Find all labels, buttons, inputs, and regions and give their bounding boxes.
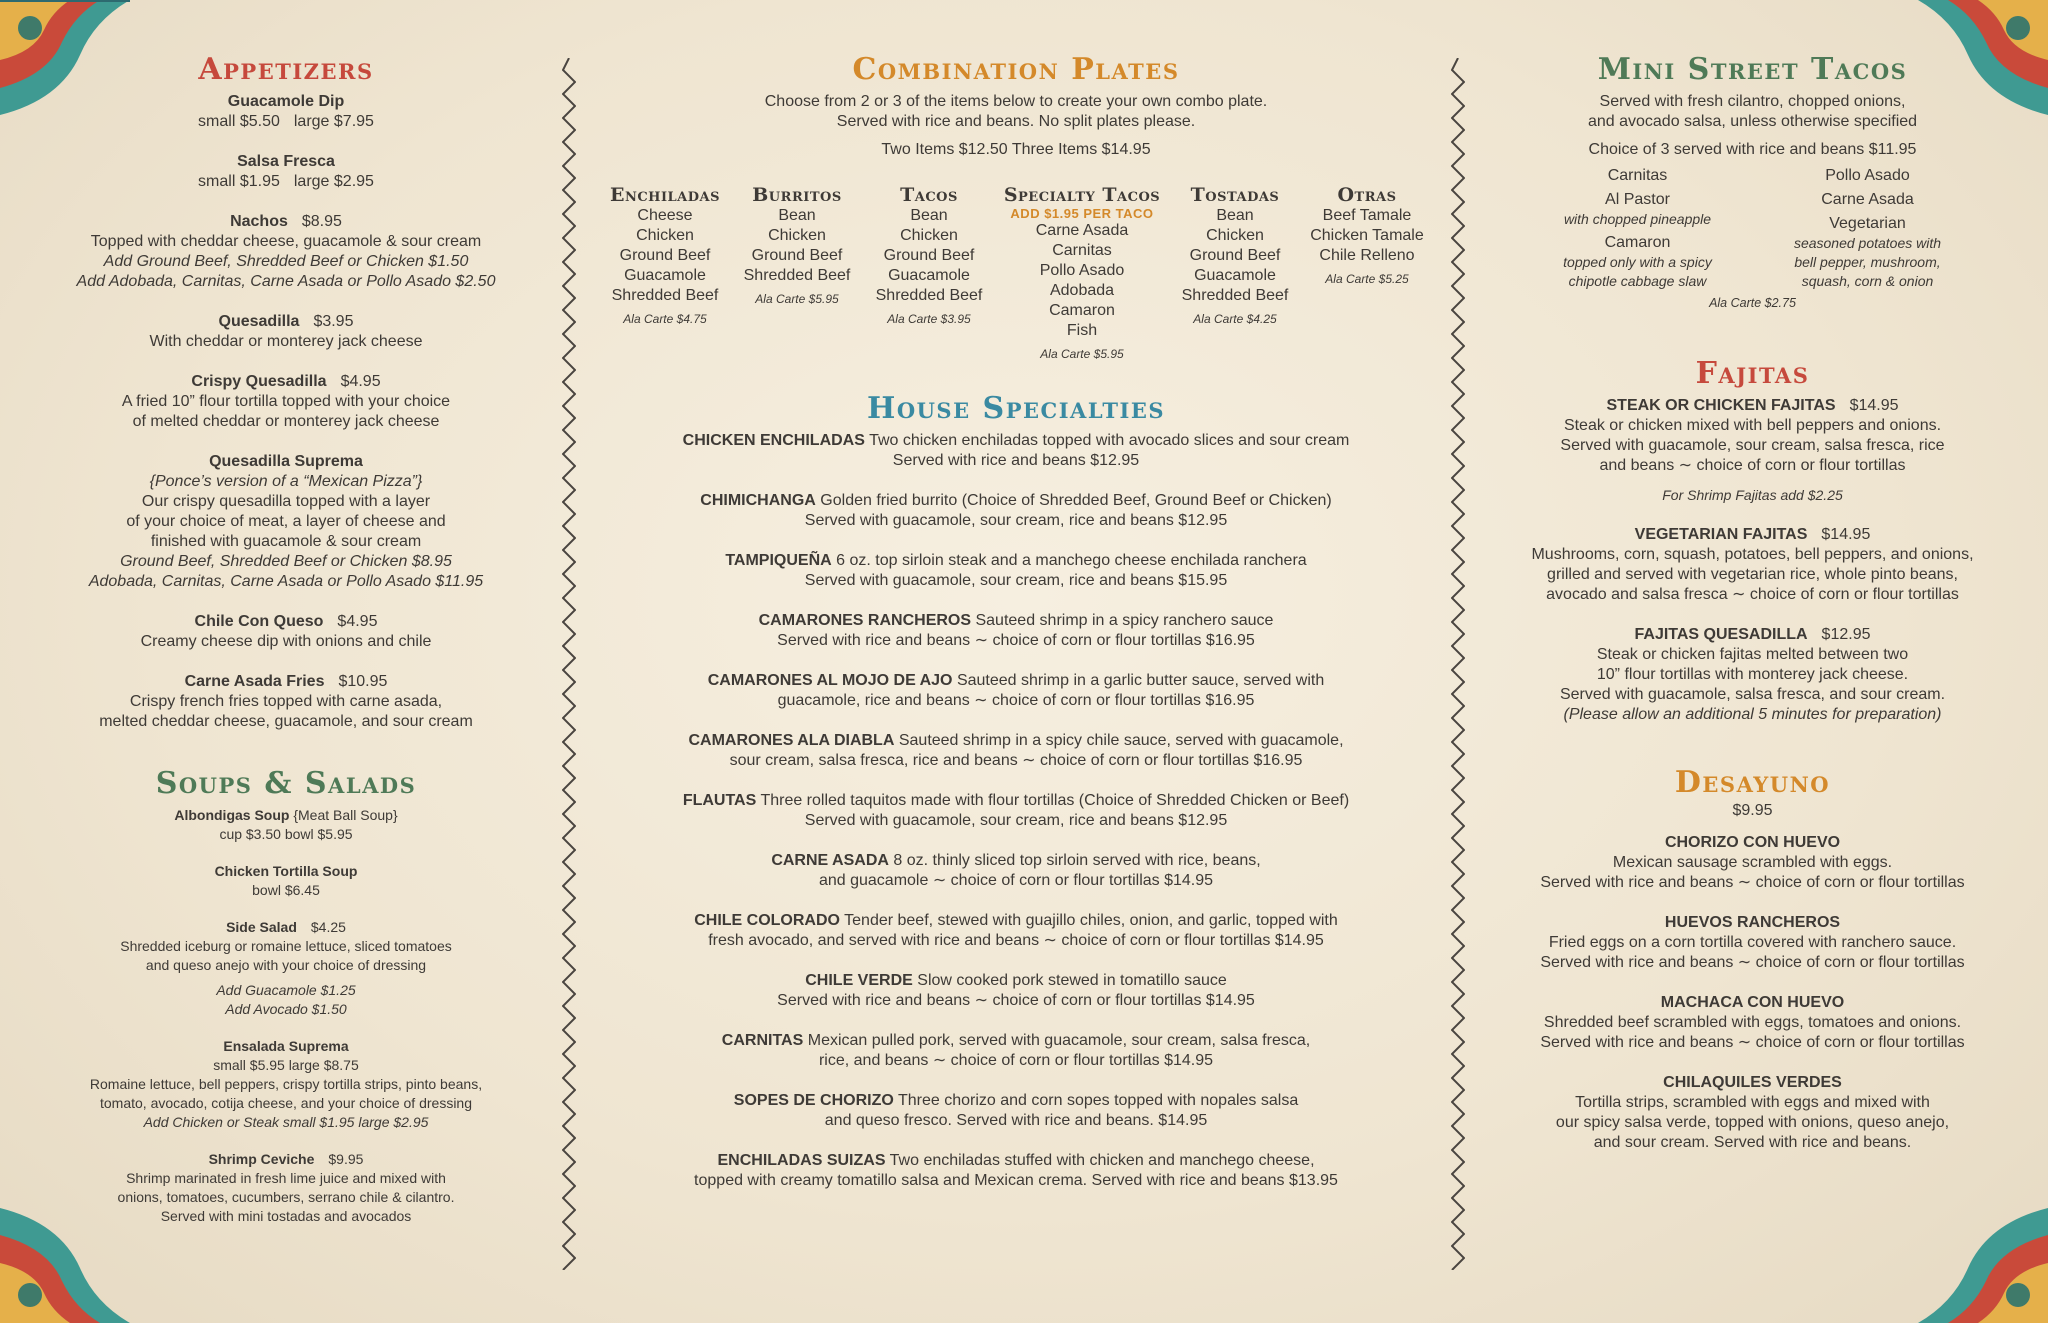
item-desc: Our crispy quesadilla topped with a layer	[141, 493, 431, 510]
combo-column-title: Tostadas	[1190, 184, 1280, 206]
house-specialties	[600, 391, 1432, 1191]
combo-alacarte-price: Ala Carte $3.95	[887, 312, 971, 326]
item-desc: Three rolled taquitos made with flour tortillas (Choice of Shredded Chicken or Beef)	[760, 792, 1350, 809]
combo-column-specialty-tacos	[998, 184, 1166, 363]
item-desc: Golden fried burrito (Choice of Shredded Beef, Ground Beef or Chicken)	[820, 492, 1332, 509]
item-desc: 10” flour tortillas with monterey jack cheese.	[1596, 666, 1909, 683]
item-name: FLAUTAS	[682, 792, 757, 809]
item-price: $4.95	[340, 373, 381, 390]
item-name: Quesadilla Suprema	[209, 453, 363, 470]
combo-option: Adobada	[1049, 282, 1115, 299]
combo-option: Chicken Tamale	[1310, 227, 1424, 244]
combo-alacarte-price: Ala Carte $4.25	[1193, 312, 1277, 326]
combo-option: Guacamole	[1194, 267, 1276, 284]
item-name: Guacamole Dip	[227, 93, 345, 110]
item-price-small: small $5.50	[198, 113, 280, 130]
item-desc: Romaine lettuce, bell peppers, crispy tortilla strips, pinto beans,	[89, 1076, 483, 1092]
combo-option: Beef Tamale	[1322, 207, 1412, 224]
item-desc: topped with creamy tomatillo salsa and Mexican crema. Served with rice and beans $13.95	[694, 1172, 1338, 1189]
item-desc: Sauteed shrimp in a spicy chile sauce, served with guacamole,	[898, 732, 1344, 749]
item-desc: Creamy cheese dip with onions and chile	[140, 633, 432, 650]
taco-option: Al Pastor	[1605, 191, 1670, 208]
soups-salads-title: Soups & Salads	[155, 766, 417, 801]
item-desc: Served with guacamole, sour cream, rice and beans $12.95	[804, 512, 1228, 529]
item-price: $9.95	[328, 1151, 364, 1167]
combo-option: Chicken	[768, 227, 826, 244]
item-desc: Shredded iceburg or romaine lettuce, sliced tomatoes	[120, 938, 452, 954]
taco-option: Carne Asada	[1821, 191, 1914, 208]
item-addon: Add Adobada, Carnitas, Carne Asada or Pollo Asado $2.50	[76, 273, 496, 290]
combo-column-title: Specialty Tacos	[1003, 184, 1161, 206]
item-desc: and queso anejo with your choice of dressing	[145, 957, 427, 973]
item-prices: small $5.95 large $8.75	[213, 1057, 359, 1073]
item-desc: and beans ∼ choice of corn or flour tortillas	[1599, 457, 1906, 474]
item-name: Chile Con Queso	[194, 613, 324, 630]
house-specialty-item	[600, 971, 1432, 1011]
item-addon: Add Chicken or Steak small $1.95 large $2.95	[143, 1114, 429, 1130]
item-desc: of melted cheddar or monterey jack cheese	[132, 413, 440, 430]
menu-item-shrimp-ceviche	[58, 1150, 514, 1226]
combo-alacarte-price: Ala Carte $5.25	[1325, 272, 1409, 286]
item-addon: Add Ground Beef, Shredded Beef or Chicken $1.50	[103, 253, 469, 270]
combo-option: Ground Beef	[1189, 247, 1281, 264]
item-name: Quesadilla	[218, 313, 300, 330]
item-desc: With cheddar or monterey jack cheese	[149, 333, 423, 350]
combo-prices: Two Items $12.50 Three Items $14.95	[881, 141, 1151, 158]
item-desc: Mushrooms, corn, squash, potatoes, bell peppers, and onions,	[1531, 546, 1974, 563]
menu-item-vegetarian-fajitas	[1500, 525, 2005, 605]
house-specialty-item	[600, 911, 1432, 951]
item-name: Salsa Fresca	[237, 153, 335, 170]
item-name: STEAK OR CHICKEN FAJITAS	[1606, 397, 1836, 414]
menu-item-quesadilla	[58, 312, 514, 352]
combo-grid	[600, 184, 1432, 363]
item-desc: Shredded beef scrambled with eggs, tomatoes and onions.	[1543, 1014, 1962, 1031]
combo-column-tacos	[866, 184, 992, 363]
combo-column-title: Enchiladas	[609, 184, 721, 206]
combo-option: Cheese	[637, 207, 693, 224]
house-specialty-item	[600, 731, 1432, 771]
item-price: $4.25	[310, 919, 346, 935]
item-desc: Two chicken enchiladas topped with avocado slices and sour cream	[869, 432, 1350, 449]
item-desc: finished with guacamole & sour cream	[150, 533, 422, 550]
house-specialty-item	[600, 1151, 1432, 1191]
combo-option: Camaron	[1049, 302, 1115, 319]
desayuno-list	[1500, 833, 2005, 1153]
item-desc: Mexican sausage scrambled with eggs.	[1612, 854, 1893, 871]
item-desc: Mexican pulled pork, served with guacamole, sour cream, salsa fresca,	[807, 1032, 1311, 1049]
menu-item-fajitas-quesadilla	[1500, 625, 2005, 725]
combo-option: Guacamole	[624, 267, 706, 284]
taco-option-note: seasoned potatoes with	[1793, 235, 1942, 251]
menu-item-ensalada-suprema	[58, 1037, 514, 1132]
item-desc: Served with rice and beans ∼ choice of corn or flour tortillas	[1540, 1034, 1965, 1051]
combo-option: Chicken	[900, 227, 958, 244]
taco-option-note: with chopped pineapple	[1563, 211, 1712, 227]
combo-alacarte-price: Ala Carte $5.95	[1040, 347, 1124, 361]
combo-column-burritos	[734, 184, 860, 363]
taco-option: Pollo Asado	[1825, 167, 1910, 184]
item-desc: onions, tomatoes, cucumbers, serrano chile & cilantro.	[117, 1189, 455, 1205]
house-specialty-item	[600, 431, 1432, 471]
item-desc: guacamole, rice and beans ∼ choice of corn or flour tortillas $16.95	[777, 692, 1255, 709]
combo-option: Shredded Beef	[1181, 287, 1289, 304]
item-desc: Served with rice and beans ∼ choice of corn or flour tortillas $14.95	[777, 992, 1255, 1009]
taco-option-note: chipotle cabbage slaw	[1568, 273, 1707, 289]
combo-column-enchiladas	[602, 184, 728, 363]
item-desc: Served with rice and beans ∼ choice of corn or flour tortillas	[1540, 954, 1965, 971]
item-desc: avocado and salsa fresca ∼ choice of corn or flour tortillas	[1546, 586, 1959, 603]
tacos-options-right	[1768, 166, 1968, 295]
item-desc: melted cheddar cheese, guacamole, and sour cream	[99, 713, 473, 730]
corner-ornament-bottom-right	[1918, 1193, 2048, 1323]
item-desc: 8 oz. thinly sliced top sirloin served with rice, beans,	[893, 852, 1261, 869]
combo-option: Ground Beef	[883, 247, 975, 264]
item-desc: Steak or chicken fajitas melted between two	[1596, 646, 1909, 663]
item-name: CHILE COLORADO	[694, 912, 840, 929]
menu-item-steak-chicken-fajitas	[1500, 396, 2005, 505]
item-name: Crispy Quesadilla	[191, 373, 327, 390]
combo-option: Carne Asada	[1035, 222, 1129, 239]
zigzag-divider-left	[562, 58, 576, 1270]
item-name: CHORIZO CON HUEVO	[1664, 834, 1841, 851]
house-specialty-item	[600, 851, 1432, 891]
item-price: $10.95	[338, 673, 388, 690]
appetizers-title: Appetizers	[198, 52, 374, 87]
menu-item-crispy-quesadilla	[58, 372, 514, 432]
house-specialty-item	[600, 1031, 1432, 1071]
combo-option: Guacamole	[888, 267, 970, 284]
item-desc: Shrimp marinated in fresh lime juice and mixed with	[126, 1170, 446, 1186]
item-name: CAMARONES ALA DIABLA	[688, 732, 895, 749]
item-name: Side Salad	[226, 919, 297, 935]
item-name: Carne Asada Fries	[184, 673, 325, 690]
combo-option: Pollo Asado	[1039, 262, 1125, 279]
item-name: CHILE VERDE	[805, 972, 913, 989]
menu-item-albondigas	[58, 806, 514, 844]
house-specialty-item	[600, 611, 1432, 651]
desayuno-item	[1500, 913, 2005, 973]
item-price: $12.95	[1821, 626, 1871, 643]
item-desc: Served with rice and beans $12.95	[892, 452, 1140, 469]
taco-option: Carnitas	[1607, 167, 1668, 184]
combo-option: Chicken	[636, 227, 694, 244]
desayuno-item	[1500, 993, 2005, 1053]
item-desc: Served with guacamole, sour cream, rice and beans $15.95	[804, 572, 1228, 589]
item-desc: and sour cream. Served with rice and beans.	[1593, 1134, 1912, 1151]
item-name: MACHACA CON HUEVO	[1660, 994, 1845, 1011]
item-desc: Fried eggs on a corn tortilla covered with ranchero sauce.	[1548, 934, 1957, 951]
item-desc: our spicy salsa verde, topped with onions, queso anejo,	[1555, 1114, 1950, 1131]
taco-option: Vegetarian	[1829, 215, 1906, 232]
item-subtitle: {Ponce’s version of a “Mexican Pizza”}	[149, 473, 423, 490]
menu-item-side-salad	[58, 918, 514, 1019]
combo-column-otras	[1304, 184, 1430, 363]
house-specialties-list	[600, 431, 1432, 1191]
item-price: $4.95	[337, 613, 378, 630]
item-desc: Three chorizo and corn sopes topped with nopales salsa	[897, 1092, 1299, 1109]
item-name: CARNE ASADA	[771, 852, 889, 869]
item-name: Albondigas Soup	[174, 807, 290, 823]
menu-item-salsa	[58, 152, 514, 192]
item-desc: Served with mini tostadas and avocados	[160, 1208, 412, 1224]
item-price: $14.95	[1821, 526, 1871, 543]
taco-option-note: bell pepper, mushroom,	[1794, 254, 1941, 270]
combo-column-tostadas	[1172, 184, 1298, 363]
combo-intro: Choose from 2 or 3 of the items below to create your own combo plate.	[764, 93, 1268, 110]
item-name: FAJITAS QUESADILLA	[1634, 626, 1808, 643]
tacos-choice-price: Choice of 3 served with rice and beans $11.95	[1588, 141, 1917, 158]
item-desc: A fried 10” flour tortilla topped with your choice	[121, 393, 451, 410]
item-desc: sour cream, salsa fresca, rice and beans ∼ choice of corn or flour tortillas $16.95	[729, 752, 1303, 769]
item-prices: cup $3.50 bowl $5.95	[219, 826, 353, 842]
menu-item-guacamole	[58, 92, 514, 132]
item-price-small: small $1.95	[198, 173, 280, 190]
combo-option: Ground Beef	[751, 247, 843, 264]
item-desc: grilled and served with vegetarian rice, whole pinto beans,	[1547, 566, 1958, 583]
item-name: Nachos	[230, 213, 288, 230]
desayuno-item	[1500, 833, 2005, 893]
item-desc: 6 oz. top sirloin steak and a manchego cheese enchilada ranchera	[836, 552, 1307, 569]
house-specialty-item	[600, 791, 1432, 831]
item-desc: Served with guacamole, sour cream, salsa fresca, rice	[1560, 437, 1945, 454]
combo-column-title: Otras	[1337, 184, 1397, 206]
tacos-options	[1500, 166, 2005, 295]
item-name: SOPES DE CHORIZO	[733, 1092, 894, 1109]
item-name: Shrimp Ceviche	[208, 1151, 315, 1167]
item-desc: and queso fresco. Served with rice and beans. $14.95	[824, 1112, 1208, 1129]
combo-intro: Served with rice and beans. No split plates please.	[836, 113, 1196, 130]
item-price-large: large $2.95	[293, 173, 374, 190]
combo-option: Fish	[1066, 322, 1098, 339]
item-desc: Sauteed shrimp in a spicy ranchero sauce	[975, 612, 1274, 629]
item-desc: Served with guacamole, salsa fresca, and sour cream.	[1559, 686, 1946, 703]
menu-item-quesadilla-suprema	[58, 452, 514, 592]
item-name: CHIMICHANGA	[700, 492, 816, 509]
taco-option-note: squash, corn & onion	[1801, 273, 1934, 289]
item-note: (Please allow an additional 5 minutes for preparation)	[1563, 706, 1942, 723]
menu-item-tortilla-soup	[58, 862, 514, 900]
item-option: Ground Beef, Shredded Beef or Chicken $8.95	[120, 553, 452, 570]
menu-item-nachos	[58, 212, 514, 292]
combo-option: Shredded Beef	[611, 287, 719, 304]
combo-option: Chicken	[1206, 227, 1264, 244]
item-price: $8.95	[301, 213, 342, 230]
item-desc: and guacamole ∼ choice of corn or flour tortillas $14.95	[818, 872, 1214, 889]
item-subtitle: {Meat Ball Soup}	[293, 807, 398, 823]
taco-option-note: topped only with a spicy	[1563, 254, 1712, 270]
right-column	[1500, 52, 2005, 1173]
combo-option: Bean	[1216, 207, 1254, 224]
house-specialties-title: House Specialties	[866, 391, 1166, 426]
combo-column-title: Tacos	[900, 184, 958, 206]
combo-option: Shredded Beef	[743, 267, 851, 284]
item-desc: Slow cooked pork stewed in tomatillo sauce	[917, 972, 1227, 989]
house-specialty-item	[600, 551, 1432, 591]
item-desc: Tortilla strips, scrambled with eggs and mixed with	[1575, 1094, 1930, 1111]
combo-option: Chile Relleno	[1319, 247, 1415, 264]
tacos-desc: Served with fresh cilantro, chopped onions,	[1599, 93, 1906, 110]
desayuno-title: Desayuno	[1674, 765, 1831, 800]
item-desc: Served with rice and beans ∼ choice of corn or flour tortillas $16.95	[777, 632, 1255, 649]
tacos-options-left	[1538, 166, 1738, 295]
tacos-alacarte-price: Ala Carte $2.75	[1709, 296, 1796, 310]
item-addon: For Shrimp Fajitas add $2.25	[1662, 487, 1843, 503]
combo-option: Shredded Beef	[875, 287, 983, 304]
combo-alacarte-price: Ala Carte $5.95	[755, 292, 839, 306]
item-addon: Add Avocado $1.50	[225, 1001, 347, 1017]
taco-option: Camaron	[1604, 234, 1671, 251]
item-price: $3.95	[313, 313, 354, 330]
house-specialty-item	[600, 491, 1432, 531]
combo-option: Carnitas	[1052, 242, 1112, 259]
item-desc: Served with rice and beans ∼ choice of corn or flour tortillas	[1540, 874, 1965, 891]
item-desc: rice, and beans ∼ choice of corn or flour tortillas $14.95	[818, 1052, 1214, 1069]
item-desc: Topped with cheddar cheese, guacamole & sour cream	[90, 233, 482, 250]
zigzag-divider-right	[1451, 58, 1465, 1270]
item-name: CAMARONES RANCHEROS	[758, 612, 972, 629]
house-specialty-item	[600, 671, 1432, 711]
combo-option: Bean	[910, 207, 948, 224]
item-price-large: large $7.95	[293, 113, 374, 130]
item-name: ENCHILADAS SUIZAS	[717, 1152, 886, 1169]
combo-option: Ground Beef	[619, 247, 711, 264]
item-desc: tomato, avocado, cotija cheese, and your choice of dressing	[100, 1095, 472, 1111]
item-desc: Steak or chicken mixed with bell peppers and onions.	[1563, 417, 1942, 434]
desayuno-item	[1500, 1073, 2005, 1153]
item-prices: bowl $6.45	[252, 882, 320, 898]
item-name: Ensalada Suprema	[223, 1038, 349, 1054]
tacos-desc: and avocado salsa, unless otherwise specified	[1587, 113, 1918, 130]
combo-add-note: ADD $1.95 PER TACO	[1010, 206, 1154, 221]
item-desc: fresh avocado, and served with rice and beans ∼ choice of corn or flour tortillas $14.95	[708, 932, 1324, 949]
combo-alacarte-price: Ala Carte $4.75	[623, 312, 707, 326]
item-desc: Tender beef, stewed with guajillo chiles, onion, and garlic, topped with	[844, 912, 1338, 929]
desayuno-price: $9.95	[1732, 802, 1773, 819]
item-name: CAMARONES AL MOJO DE AJO	[707, 672, 953, 689]
item-addon: Add Guacamole $1.25	[216, 982, 356, 998]
item-desc: Two enchiladas stuffed with chicken and manchego cheese,	[889, 1152, 1315, 1169]
house-specialty-item	[600, 1091, 1432, 1131]
left-column	[58, 52, 514, 1246]
item-name: Chicken Tortilla Soup	[214, 863, 358, 879]
fajitas-title: Fajitas	[1695, 356, 1810, 391]
combo-option: Bean	[778, 207, 816, 224]
item-desc: Sauteed shrimp in a garlic butter sauce, served with	[956, 672, 1325, 689]
combination-plates-title: Combination Plates	[852, 52, 1180, 87]
item-option: Adobada, Carnitas, Carne Asada or Pollo Asado $11.95	[88, 573, 484, 590]
combo-column-title: Burritos	[752, 184, 842, 206]
menu-item-carne-asada-fries	[58, 672, 514, 732]
item-name: CHILAQUILES VERDES	[1663, 1074, 1842, 1091]
item-price: $14.95	[1849, 397, 1899, 414]
menu-item-chile-con-queso	[58, 612, 514, 652]
item-name: CHICKEN ENCHILADAS	[682, 432, 865, 449]
item-name: TAMPIQUEÑA	[725, 552, 832, 569]
item-desc: Crispy french fries topped with carne asada,	[129, 693, 443, 710]
middle-column	[600, 52, 1432, 1211]
item-desc: Served with guacamole, sour cream, rice and beans $12.95	[804, 812, 1228, 829]
item-name: CARNITAS	[721, 1032, 804, 1049]
item-name: HUEVOS RANCHEROS	[1664, 914, 1841, 931]
item-desc: of your choice of meat, a layer of cheese and	[126, 513, 446, 530]
item-name: VEGETARIAN FAJITAS	[1634, 526, 1808, 543]
street-tacos-title: Mini Street Tacos	[1597, 52, 1908, 87]
